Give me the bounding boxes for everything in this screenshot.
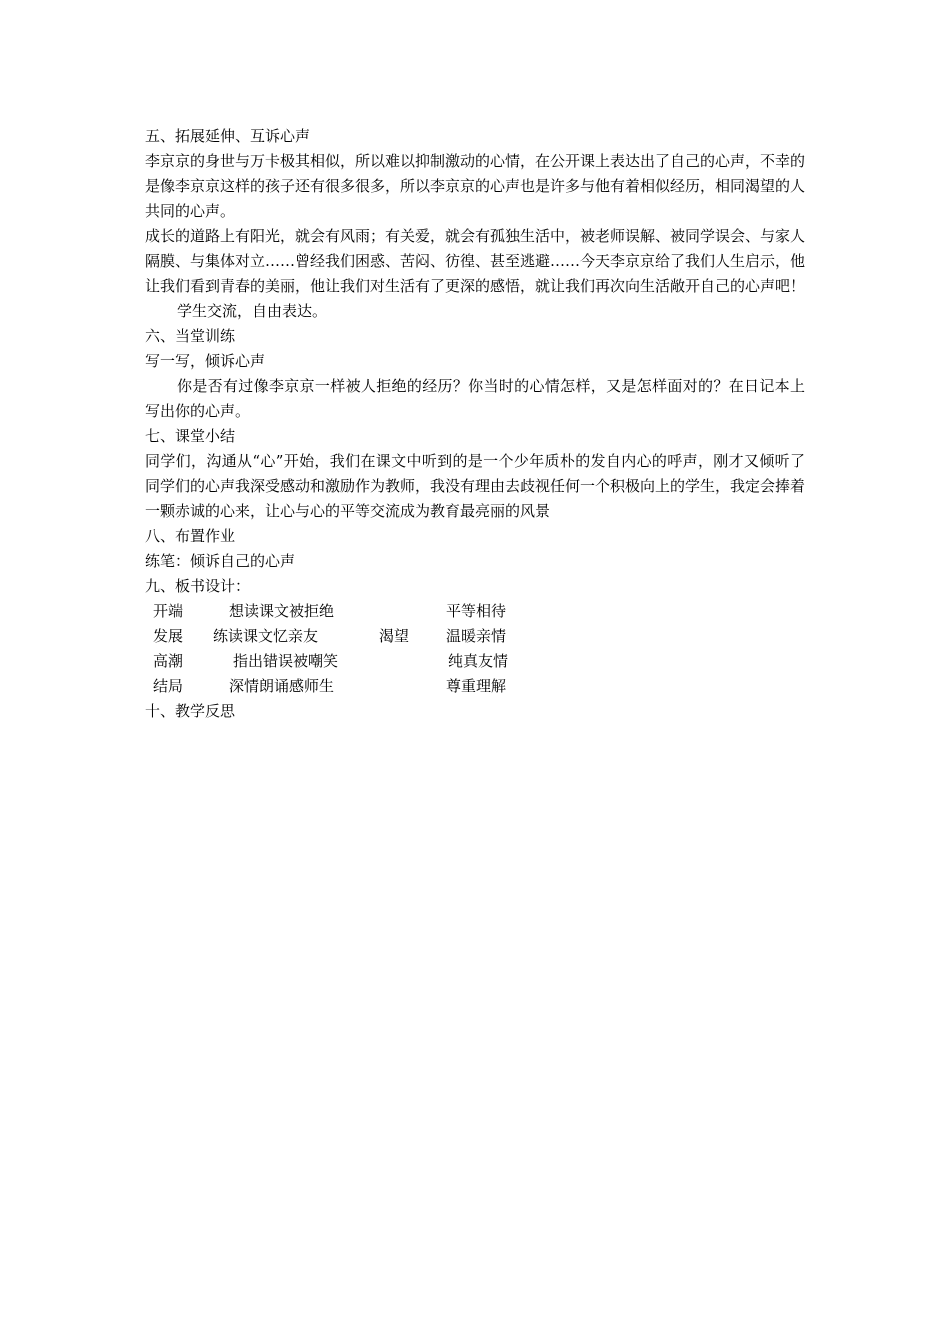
board-value: 平等相待 [446, 602, 507, 620]
section-heading: 十、教学反思 [145, 702, 236, 720]
board-value: 温暖亲情 [446, 627, 507, 645]
section-heading: 六、当堂训练 [145, 327, 236, 345]
board-stage: 结局 [153, 677, 184, 695]
board-row [145, 599, 805, 624]
board-row [145, 649, 805, 674]
board-event: 深情朗诵感师生 [229, 677, 335, 695]
paragraph: 同学们，沟通从“心”开始，我们在课文中听到的是一个少年质朴的发自内心的呼声，刚才又倾听了同学们的心声我深受感动和激励作为教师，我没有理由去歧视任何一个积极向上的学生，我定会捧着一颗赤诚的心来，让心与心的平等交流成为教育最亮丽的风景 [145, 452, 806, 520]
paragraph: 成长的道路上有阳光，就会有风雨；有关爱，就会有孤独生活中，被老师误解、被同学误会、与家人隔膜、与集体对立……曾经我们困惑、苦闷、彷徨、甚至逃避……今天李京京给了我们人生启示，他让我们看到青春的美丽，他让我们对生活有了更深的感悟，就让我们再次向生活敞开自己的心声吧！ [145, 227, 806, 295]
board-stage: 发展 [153, 627, 184, 645]
document-body [145, 124, 805, 724]
blackboard-design [145, 599, 805, 699]
section-heading: 七、课堂小结 [145, 427, 236, 445]
board-row [145, 674, 805, 699]
board-value: 尊重理解 [446, 677, 507, 695]
section-heading: 五、拓展延伸、互诉心声 [145, 127, 311, 145]
paragraph: 李京京的身世与万卡极其相似，所以难以抑制激动的心情，在公开课上表达出了自己的心声，不幸的是像李京京这样的孩子还有很多很多，所以李京京的心声也是许多与他有着相似经历，相同渴望的人共同的心声。 [145, 152, 806, 220]
board-stage: 开端 [153, 602, 184, 620]
subheading: 写一写，倾诉心声 [145, 352, 266, 370]
paragraph: 你是否有过像李京京一样被人拒绝的经历？你当时的心情怎样，又是怎样面对的？在日记本上写出你的心声。 [145, 377, 805, 420]
section-heading: 八、布置作业 [145, 527, 236, 545]
section-heading: 九、板书设计： [145, 577, 251, 595]
board-event: 指出错误被嘲笑 [233, 652, 339, 670]
assignment-text: 练笔：倾诉自己的心声 [145, 552, 296, 570]
board-event: 练读课文忆亲友 [213, 627, 319, 645]
board-center: 渴望 [379, 627, 410, 645]
board-value: 纯真友情 [448, 652, 509, 670]
paragraph: 学生交流，自由表达。 [177, 302, 328, 320]
board-row [145, 624, 805, 649]
board-event: 想读课文被拒绝 [229, 602, 335, 620]
board-stage: 高潮 [153, 652, 184, 670]
